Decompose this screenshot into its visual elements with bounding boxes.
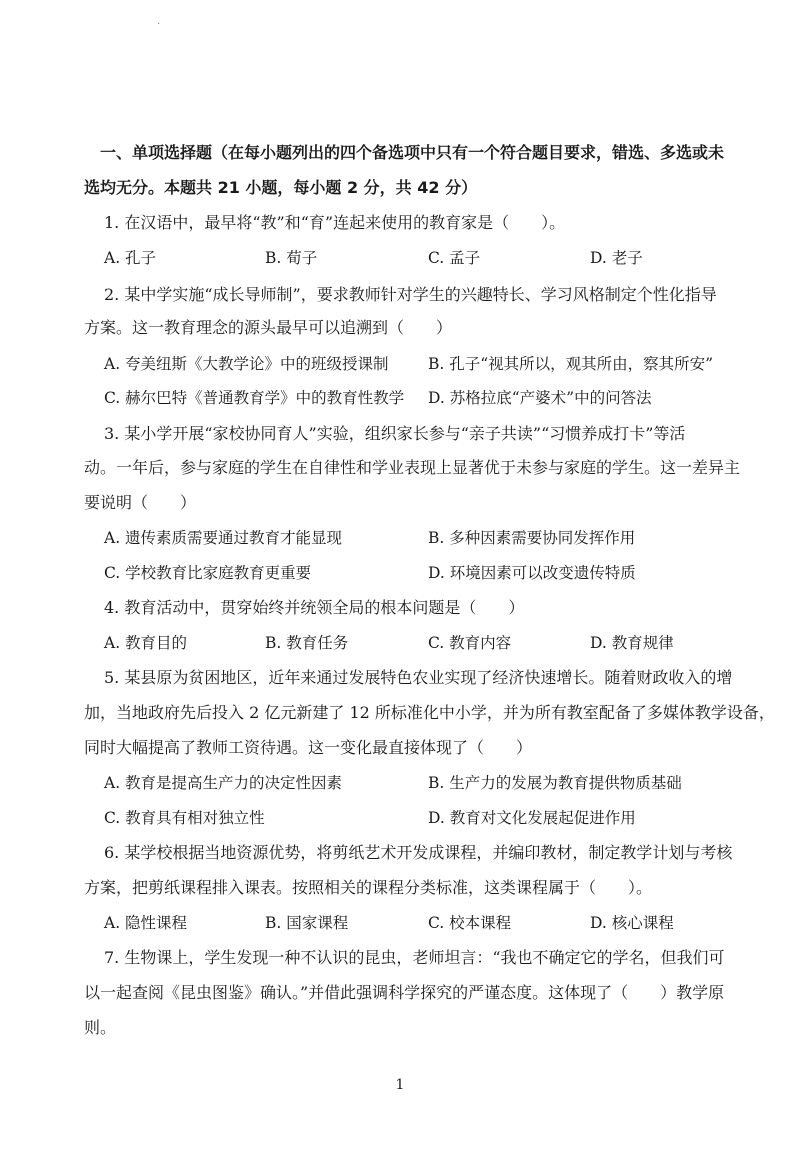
question-2-line-1: 2. 某中学实施“成长导师制”，要求教师针对学生的兴趣特长、学习风格制定个性化指导 [104, 285, 717, 304]
q4-option-d: D. 教育规律 [590, 634, 674, 652]
scan-dot: . [157, 16, 161, 27]
q4-option-b: B. 教育任务 [265, 634, 349, 652]
question-3-line-2: 动。一年后，参与家庭的学生在自律性和学业表现上显著优于未参与家庭的学生。这一差异主 [84, 458, 741, 477]
q2-option-d: D. 苏格拉底“产婆术”中的问答法 [428, 389, 652, 407]
q1-option-b: B. 荀子 [265, 249, 318, 267]
q6-option-a: A. 隐性课程 [104, 914, 188, 932]
q3-option-c: C. 学校教育比家庭教育更重要 [104, 564, 312, 582]
question-5-line-2: 加，当地政府先后投入 2 亿元新建了 12 所标准化中小学，并为所有教室配备了多媒体教学设备， [84, 703, 775, 722]
question-6-line-2: 方案，把剪纸课程排入课表。按照相关的课程分类标准，这类课程属于（ ）。 [84, 878, 653, 897]
page-number: 1 [395, 1077, 405, 1093]
question-7-line-1: 7. 生物课上，学生发现一种不认识的昆虫，老师坦言：“我也不确定它的学名，但我们可 [104, 948, 725, 967]
q3-option-d: D. 环境因素可以改变遗传特质 [428, 564, 636, 582]
question-6-line-1: 6. 某学校根据当地资源优势，将剪纸艺术开发成课程，并编印教材，制定教学计划与考核 [104, 843, 733, 862]
q6-option-d: D. 核心课程 [590, 914, 674, 932]
section-heading-line-1: 一、单项选择题（在每小题列出的四个备选项中只有一个符合题目要求，错选、多选或未 [100, 143, 725, 162]
q3-option-a: A. 遗传素质需要通过教育才能显现 [104, 529, 343, 547]
q5-option-a: A. 教育是提高生产力的决定性因素 [104, 774, 343, 792]
q2-option-c: C. 赫尔巴特《普通教育学》中的教育性教学 [104, 389, 405, 407]
q1-option-c: C. 孟子 [428, 249, 481, 267]
q5-option-d: D. 教育对文化发展起促进作用 [428, 809, 636, 827]
q5-option-c: C. 教育具有相对独立性 [104, 809, 265, 827]
q1-option-a: A. 孔子 [104, 249, 157, 267]
q1-option-d: D. 老子 [590, 249, 643, 267]
q6-option-b: B. 国家课程 [265, 914, 349, 932]
question-5-line-1: 5. 某县原为贫困地区，近年来通过发展特色农业实现了经济快速增长。随着财政收入的增 [104, 668, 733, 687]
section-heading-line-2: 选均无分。本题共 21 小题，每小题 2 分，共 42 分） [84, 178, 478, 197]
question-2-line-2: 方案。这一教育理念的源头最早可以追溯到（ ） [84, 318, 453, 337]
question-7-line-2: 以一起查阅《昆虫图鉴》确认。”并借此强调科学探究的严谨态度。这体现了（ ）教学原 [84, 983, 725, 1002]
q5-option-b: B. 生产力的发展为教育提供物质基础 [428, 774, 682, 792]
question-3-line-3: 要说明（ ） [84, 493, 197, 512]
q2-option-b: B. 孔子“视其所以，观其所由，察其所安” [428, 355, 714, 373]
q6-option-c: C. 校本课程 [428, 914, 512, 932]
q2-option-a: A. 夸美纽斯《大教学论》中的班级授课制 [104, 355, 389, 373]
q3-option-b: B. 多种因素需要协同发挥作用 [428, 529, 636, 547]
q4-option-c: C. 教育内容 [428, 634, 512, 652]
question-1: 1. 在汉语中，最早将“教”和“育”连起来使用的教育家是（ ）。 [104, 213, 566, 232]
question-7-line-3: 则。 [84, 1018, 117, 1037]
question-3-line-1: 3. 某小学开展“家校协同育人”实验，组织家长参与“亲子共读”“习惯养成打卡”等活 [104, 424, 686, 443]
q4-option-a: A. 教育目的 [104, 634, 188, 652]
question-4: 4. 教育活动中，贯穿始终并统领全局的根本问题是（ ） [104, 598, 525, 617]
question-5-line-3: 同时大幅提高了教师工资待遇。这一变化最直接体现了（ ） [84, 738, 533, 757]
